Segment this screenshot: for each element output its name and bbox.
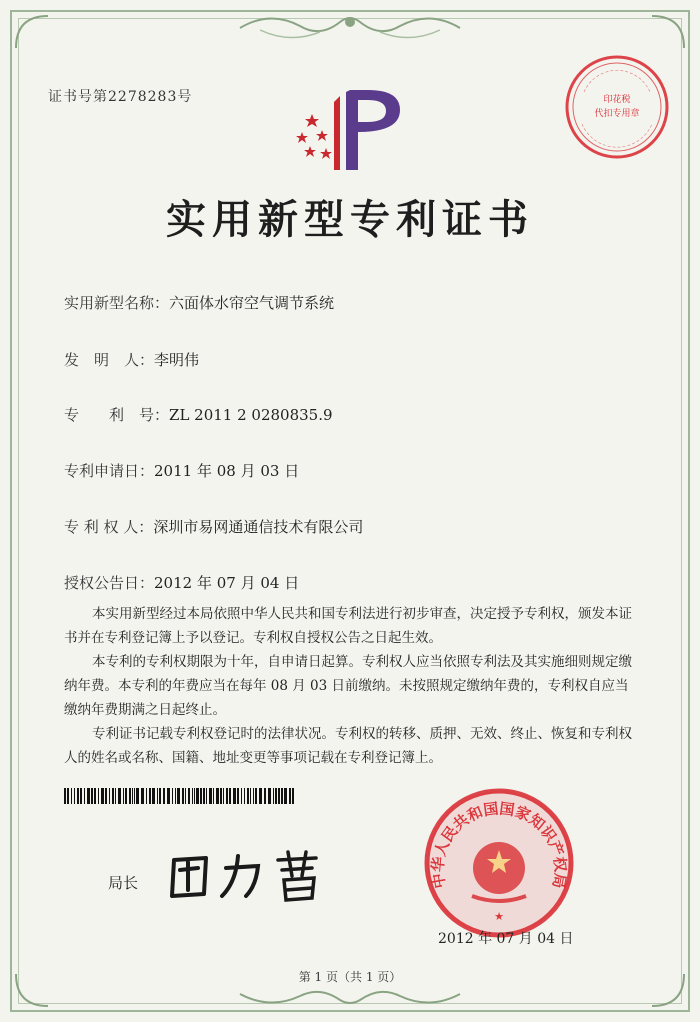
svg-text:中华人民共和国国家知识产权局 [429,800,570,890]
field-value: 深圳市易网通通信技术有限公司 [153,518,364,536]
signature-name: 田力普 [166,846,169,847]
page-footer: 第 1 页（共 1 页） [298,970,402,984]
body-text [64,602,634,770]
director-signature [166,846,336,906]
field-row-name [64,292,334,313]
body-paragraph: 本专利的专利权期限为十年，自申请日起算。专利权人应当依照专利法及其实施细则规定缴纳年费。本专利的年费应当在每年 08 月 03 日前缴纳。未按照规定缴纳年费的，专利权自应当缴纳年费期满之日起终止。 [64,654,632,718]
national-seal-text: 中华人民共和国国家知识产权局 [428,799,570,890]
field-value: ZL 2011 2 0280835.9 [169,406,333,424]
field-label: 发 明 人： [64,351,155,369]
body-paragraph: 专利证书记载专利权登记时的法律状况。专利权的转移、质押、无效、终止、恢复和专利权人的姓名或名称、国籍、地址变更等事项记载在专利登记簿上。 [64,726,632,766]
field-label: 专 利 权 人： [64,518,154,536]
svg-text:★: ★ [494,910,504,923]
field-row-patent-number [64,404,333,425]
field-label: 授权公告日： [64,574,155,592]
page-title: 实用新型专利证书 [166,196,534,243]
field-row-grant-date [64,572,299,593]
barcode [64,788,296,804]
svg-text:代扣专用章: 代扣专用章 [594,109,640,119]
svg-text:印花税: 印花税 [603,95,631,105]
corner-ornament-top-left [12,12,52,52]
corner-ornament-top-right [648,12,688,52]
field-label: 实用新型名称： [64,294,170,312]
patent-office-logo [288,86,412,174]
field-value: 2012 年 07 月 04 日 [154,574,300,592]
field-value: 2011 年 08 月 03 日 [154,462,300,480]
field-value: 六面体水帘空气调节系统 [169,294,335,312]
body-paragraph: 本实用新型经过本局依照中华人民共和国专利法进行初步审查，决定授予专利权，颁发本证书并在专利登记簿上予以登记。专利权自授权公告之日起生效。 [64,606,632,646]
field-row-application-date [64,460,299,481]
field-row-inventor [64,349,199,370]
bottom-ornament [230,984,470,1014]
seal-date: 2012 年 07 月 04 日 [438,931,574,947]
top-ornament [230,8,470,48]
agency-seal [562,52,672,162]
director-title: 局长 [108,874,139,892]
field-row-patentee [64,516,363,537]
field-label: 专 利 号： [64,406,170,424]
national-seal-ring-text [424,788,574,938]
field-label: 专利申请日： [64,462,155,480]
certificate-number: 证书号第2278283号 [48,89,193,105]
field-value: 李明伟 [154,351,200,369]
